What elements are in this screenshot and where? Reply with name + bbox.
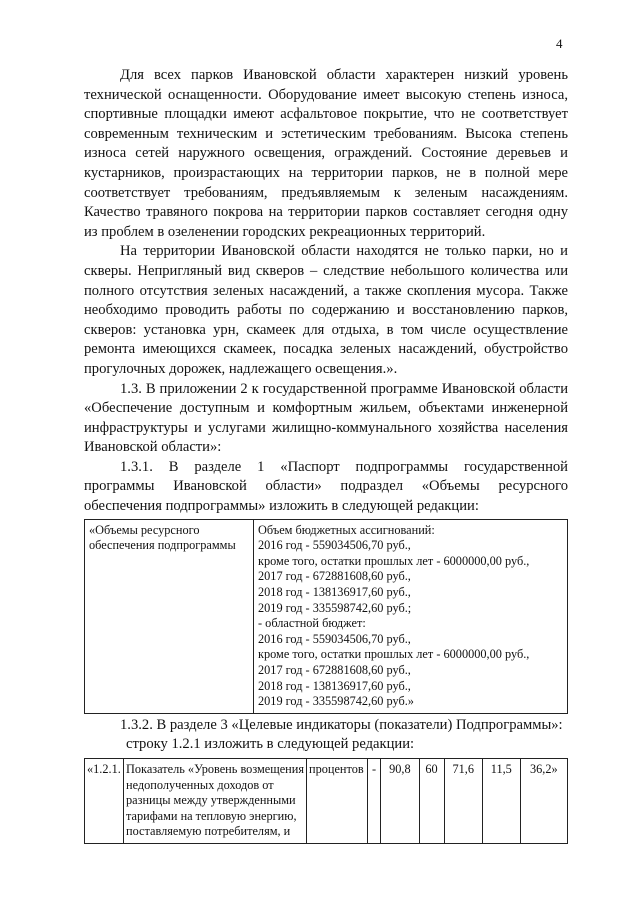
paragraph-squares: На территории Ивановской области находятся не только парки, но и скверы. Непригляный вид скверов – следствие небольшого количества или полного отсутствия зеленых насаждений, а также скопления мусора. Также необходимо проводить работы по содержанию и восстановлению парков, скверов: установка урн, скамеек для отдыха, в том числе осуществление ремонта имеющихся скамеек, посадка зеленых насаждений, обустройство прогулочных дорожек, надлежащего освещения.». xyxy=(84,243,568,377)
paragraph-row-1-2-1: строку 1.2.1 изложить в следующей редакции: xyxy=(126,736,415,753)
resource-line: 2019 год - 335598742,60 руб.; xyxy=(258,600,412,615)
resource-line: 2017 год - 672881608,60 руб., xyxy=(258,663,411,677)
resource-line: кроме того, остатки прошлых лет - 6000000,00 руб., xyxy=(258,647,530,662)
resource-line: - областной бюджет: xyxy=(258,616,366,631)
resource-line: 2018 год - 138136917,60 руб., xyxy=(258,585,411,600)
indicator-name-cell: Показатель «Уровень возмещения недополученных доходов от разницы между утвержденными тарифами на тепловую энергию, поставляемую потребителям, и xyxy=(124,758,307,843)
resource-line: 2016 год - 559034506,70 руб., xyxy=(258,631,411,646)
resource-line: 2016 год - 559034506,70 руб., xyxy=(258,538,411,553)
resource-values-cell xyxy=(254,519,568,713)
indicator-unit-cell: процентов xyxy=(307,758,368,843)
resource-line: кроме того, остатки прошлых лет - 6000000,00 руб., xyxy=(258,553,530,568)
indicator-table xyxy=(84,758,568,844)
indicator-value-cell: 90,8 xyxy=(381,758,419,843)
indicator-value-cell: - xyxy=(368,758,381,843)
paragraph-1-3-1: 1.3.1. В разделе 1 «Паспорт подпрограммы государственной программы Ивановской области» подраздел «Объемы ресурсного обеспечения подпрограммы» изложить в следующей редакции: xyxy=(84,458,568,515)
indicator-value-cell: 71,6 xyxy=(444,758,482,843)
table-row xyxy=(85,758,568,843)
resource-line: Объем бюджетных ассигнований: xyxy=(258,522,435,537)
resource-line: 2017 год - 672881608,60 руб., xyxy=(258,569,411,584)
indicator-number-cell: «1.2.1. xyxy=(85,758,124,843)
indicator-value-cell: 11,5 xyxy=(482,758,520,843)
page-number: 4 xyxy=(556,36,563,51)
indicator-value-cell: 60 xyxy=(419,758,444,843)
paragraph-1-3: 1.3. В приложении 2 к государственной программе Ивановской области «Обеспечение доступным и комфортным жильем, объектами инженерной инфраструктуры и услугами жилищно-коммунального хозяйства населения Ивановской области»: xyxy=(84,380,568,456)
resource-line: 2019 год - 335598742,60 руб.» xyxy=(258,694,414,709)
document-body xyxy=(84,66,568,844)
paragraph-1-3-2: 1.3.2. В разделе 3 «Целевые индикаторы (показатели) Подпрограммы»: xyxy=(120,716,563,733)
resource-table xyxy=(84,519,568,714)
resource-label-cell: «Объемы ресурсного обеспечения подпрограммы xyxy=(85,519,254,713)
paragraph-parks: Для всех парков Ивановской области характерен низкий уровень технической оснащенности. Оборудование имеет высокую степень износа, спортивные площадки имеют асфальтовое покрытие, что не соответствует современным техническим и эстетическим требованиям. Высока степень износа сетей наружного освещения, ограждений. Состояние деревьев и кустарников, произрастающих на территории парков, не в полной мере соответствует требованиям, предъявляемым к зеленым насаждениям. Качество травяного покрова на территории парков составляет сегодня одну из проблем в озеленении городских рекреационных территорий. xyxy=(84,67,568,240)
table-row xyxy=(85,519,568,713)
indicator-value-cell: 36,2» xyxy=(520,758,567,843)
resource-line: 2018 год - 138136917,60 руб., xyxy=(258,678,411,693)
